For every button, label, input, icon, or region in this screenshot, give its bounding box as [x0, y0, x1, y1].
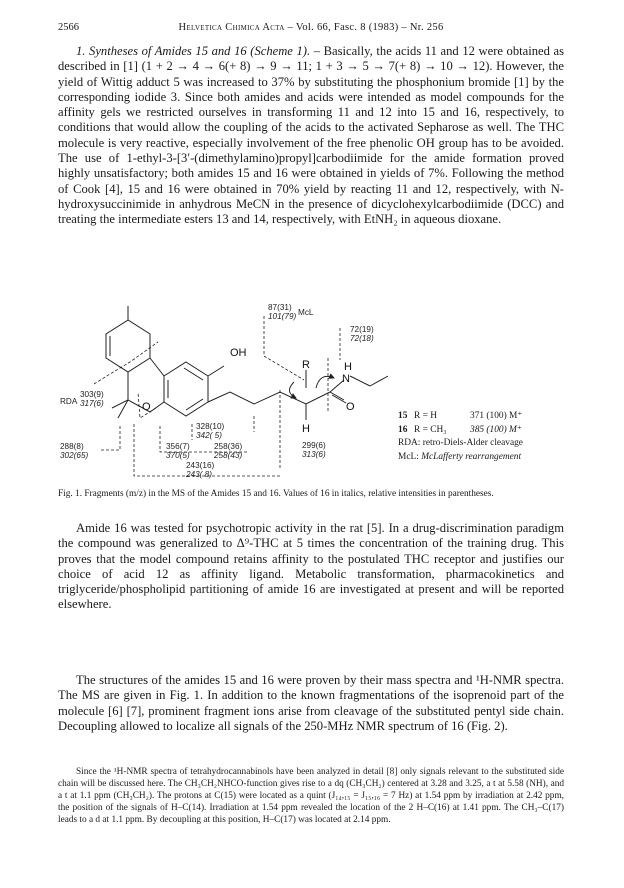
- compound-16-r: R = CH₃: [414, 424, 447, 435]
- rda-cleavage-line: [94, 342, 158, 384]
- frag-356: 356(7): [166, 442, 190, 451]
- carbonyl-double-bond: [332, 395, 346, 403]
- footnote-text: Since the ¹H-NMR spectra of tetrahydrocannabinols have been analyzed in detail [8] only signals relevant to the substituted side chain will be discussed here. The CH₃CH₂NHCO-function gives rise to a dq (CH₃CH₂) centered at 3.28 and 3.25, a t at 5.58 (NH), and a t at 1.1 ppm (CH₃CH₂). The protons at C(15) were located as a quint (J₁₄,₁₅ = J₁₅,₁₆ = 7 Hz) at 1.54 ppm by irradiation at 2.42 ppm, the position of the signals of H–C(14). Irradiation at 1.54 ppm revealed the location of the 2 H–C(16) at 1.41 ppm. The CH₃–C(17) leads to a d at 1.1 ppm. By decoupling at this position, H–C(17) was located at 2.14 ppm.: [58, 767, 564, 825]
- oh-bond: [208, 366, 224, 376]
- section-1-heading: 1. Syntheses of Amides 15 and 16 (Scheme 1).: [76, 44, 311, 58]
- legend-row-15: [398, 410, 568, 424]
- mcl-cleavage-line: [264, 316, 304, 380]
- section-1-paragraph: [58, 44, 564, 228]
- legend-rda: [398, 437, 568, 451]
- journal-issue: – Vol. 66, Fasc. 8 (1983) – Nr. 256: [284, 22, 444, 33]
- figure-legend: [398, 410, 568, 464]
- rda-description: retro-Diels-Alder cleavage: [422, 438, 523, 448]
- frag-288-16: 302(65): [60, 451, 89, 460]
- aromatic-inner-bonds: [168, 368, 203, 410]
- compound-15-r: R = H: [414, 411, 437, 421]
- section-1-text: – Basically, the acids 11 and 12 were obtained as described in [1] (1 + 2 → 4 → 6(+ 8) → 9 → 11; 1 + 3 → 5 → 7(+ 8) → 10 → 12). However, the yield of Wittig adduct 5 was increased to 37% by substituting the phosphonium bromide [1] by the corresponding iodide 3. Since both amides and acids were intended as model compounds for the affinity gels we restricted ourselves in transforming 11 and 12 into 15 and 16, respectively, to conditions that would allow the coupling of the acids to the activated Sepharose as well. The THC molecule is very reactive, especially involvement of the free phenolic OH group has to be avoided. The use of 1-ethyl-3-[3′-(dimethylamino)propyl]carbodiimide for the amide formation proved highly unsatisfactory; both amides 15 and 16 were obtained in yields of 7%. Following the method of Cook [4], 15 and 16 were obtained in 70% yield by reacting 11 and 12, respectively, with N-hydroxysuccinimide in anhydrous MeCN in the presence of dicyclohexylcarbodiimide (DCC) and treating the intermediate esters 13 and 14, respectively, with EtNH₂ in aqueous dioxane.: [58, 44, 565, 227]
- cyclohexene-ring: [106, 320, 150, 372]
- r-label: R: [302, 359, 310, 371]
- pentyl-chain: [208, 392, 330, 404]
- frag-303: 303(9): [80, 390, 104, 399]
- compound-15-mplus: 371 (100) M⁺: [470, 411, 523, 421]
- ring-junction-bond: [150, 358, 164, 376]
- frag-288: 288(8): [60, 442, 84, 451]
- frag-243: 243(16): [186, 461, 215, 470]
- mcl-value-16: 101(79): [268, 312, 297, 321]
- n-label: N: [342, 373, 350, 385]
- frag-356-16: 370(5): [166, 451, 190, 460]
- mcl-description: McLafferty rearrangement: [421, 451, 522, 462]
- figure-caption: Fig. 1. Fragments (m/z) in the MS of the Amides 15 and 16. Values of 16 in italics, relative intensities in parentheses.: [58, 489, 494, 499]
- frag-258: 258(36): [214, 442, 243, 451]
- frag-72-16: 72(18): [350, 334, 374, 343]
- rda-key: RDA:: [398, 438, 421, 448]
- legend-mcl: [398, 451, 568, 465]
- ethyl-bond-a: [350, 376, 370, 386]
- frag-258-16: 258(43): [214, 451, 243, 460]
- paragraph-2: [58, 521, 564, 613]
- mcl-arrow-a: [316, 376, 334, 388]
- legend-row-16: [398, 424, 568, 438]
- c288-cleavage-line: [100, 426, 120, 450]
- carbonyl-o-label: O: [346, 401, 355, 413]
- oh-label: OH: [230, 347, 247, 359]
- mcl-key: McL:: [398, 451, 419, 462]
- ethyl-bond-b: [370, 376, 388, 386]
- paragraph-2-text: Amide 16 was tested for psychotropic activity in the rat [5]. In a drug-discrimination paradigm the compound was generalized to Δ⁹-THC at 5 times the concentration of the training drug. This proves that the model compound retains affinity to the postulated THC receptor and justifies our choice of acid 12 as affinity ligand. Metabolic transformation, pharmacokinetics and triglyceride/phospholipid partitioning of amide 16 are investigated at present and will be reported elsewhere.: [58, 521, 564, 612]
- journal-name: Helvetica Chimica Acta: [178, 22, 285, 33]
- running-header: [58, 22, 564, 38]
- section-1: [58, 44, 564, 228]
- paragraph-3: [58, 673, 564, 734]
- mcl-arrow-b: [289, 382, 296, 398]
- ch-h-label: H: [302, 423, 310, 435]
- compound-15-number: 15: [398, 411, 408, 421]
- frag-72: 72(19): [350, 325, 374, 334]
- nh-h-label: H: [344, 361, 352, 373]
- compound-16-number: 16: [398, 424, 408, 435]
- frag-303-16: 317(6): [80, 399, 104, 408]
- mcl-tag: McL: [298, 308, 314, 317]
- compound-16-mplus: 385 (100) M⁺: [470, 424, 522, 435]
- journal-line: [58, 22, 564, 33]
- frag-299-16: 313(6): [302, 450, 326, 459]
- paragraph-3-text: The structures of the amides 15 and 16 were proven by their mass spectra and ¹H-NMR spectra. The MS are given in Fig. 1. In addition to the known fragmentations of the isoprenoid part of the molecule [6] [7], prominent fragment ions arise from cleavage of the substituted pentyl side chain. Decoupling allowed to localize all signals of the 250-MHz NMR spectrum of 16 (Fig. 2).: [58, 673, 564, 733]
- ring-o-label: O: [142, 401, 151, 413]
- rda-tag: RDA: [60, 397, 78, 406]
- footnote: [58, 767, 564, 827]
- frag-328: 328(10): [196, 422, 225, 431]
- carbonyl-bond: [330, 392, 344, 400]
- frag-243-16: 243( 8): [186, 470, 212, 479]
- mcl-value: 87(31): [268, 303, 292, 312]
- page-number: 2566: [58, 22, 79, 33]
- frag-299: 299(6): [302, 441, 326, 450]
- frag-328-16: 342( 5): [196, 431, 222, 440]
- aromatic-ring: [164, 362, 208, 416]
